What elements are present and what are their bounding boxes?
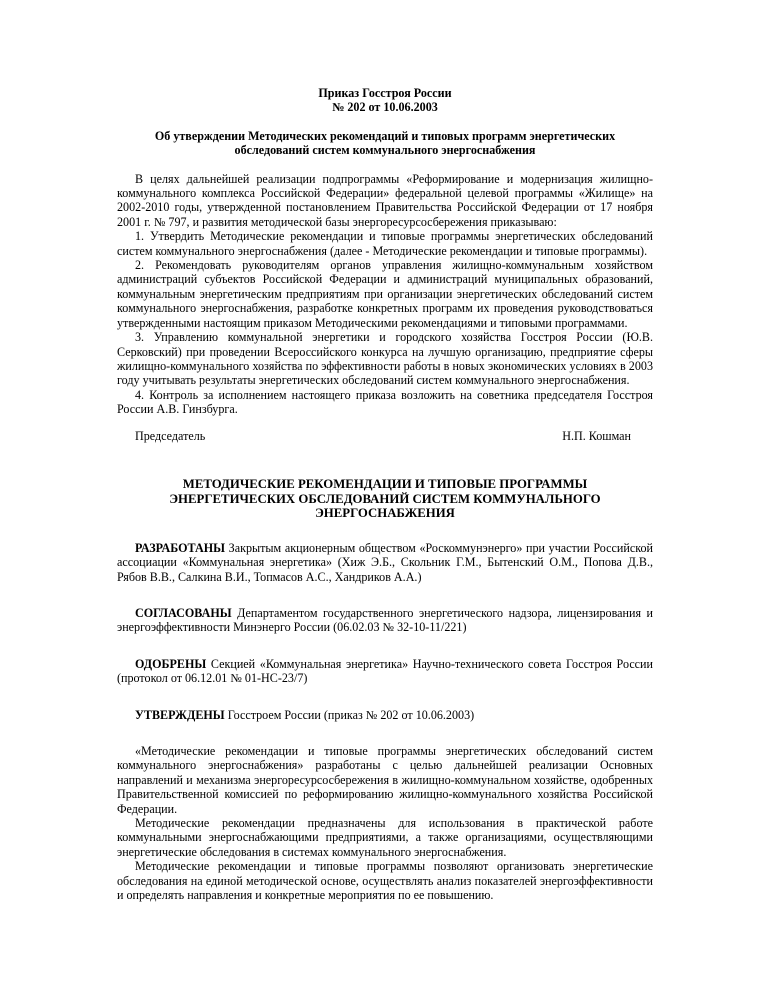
signature-block bbox=[117, 429, 653, 443]
signature-name: Н.П. Кошман bbox=[562, 428, 631, 443]
intro-paragraph-3: Методические рекомендации и типовые программы позволяют организовать энергетические обследования на единой методической основе, осуществлять анализ показателей энергоэффективности и определять направления и конкретные мероприятия по ее повышению. bbox=[117, 859, 653, 903]
agreed-text: Департаментом государственного энергетического надзора, лицензирования и энергоэффективности Минэнерго России (06.02.03 № 32-10-11/221) bbox=[117, 605, 653, 635]
intro-section bbox=[117, 744, 653, 902]
order-paragraph-2: 2. Рекомендовать руководителям органов управления жилищно-коммунальным хозяйством администраций субъектов Российской Федерации и администраций муниципальных образований, коммунальным энергетическим предприятиям при организации энергетических обследований систем коммунального энергоснабжения, разработке конкретных программ их проведения руководствоваться утвержденными настоящим приказом Методическими рекомендациями и типовыми программами. bbox=[117, 258, 653, 330]
order-paragraph-3: 3. Управлению коммунальной энергетики и городского хозяйства Госстроя России (Ю.В. Серковский) при проведении Всероссийского конкурса на лучшую организацию, предприятие сферы жилищно-коммунального хозяйства по эффективности работы в новых экономических условиях в 2003 году учитывать результаты энергетических обследований систем коммунального энергоснабжения. bbox=[117, 330, 653, 388]
order-paragraph-preamble: В целях дальнейшей реализации подпрограммы «Реформирование и модернизация жилищно-коммунального комплекса Российской Федерации» федеральной целевой программы «Жилище» на 2002-2010 годы, утвержденной постановлением Правительства Российской Федерации от 17 ноября 2001 г. № 797, и развития методической базы энергоресурсосбережения приказываю: bbox=[117, 171, 653, 229]
developed-label: РАЗРАБОТАНЫ bbox=[135, 540, 226, 555]
signature-position: Председатель bbox=[135, 428, 206, 443]
approved-section-text: Секцией «Коммунальная энергетика» Научно-технического совета Госстроя России (протокол от 06.12.01 № 01-НС-23/7) bbox=[117, 656, 653, 686]
order-title-line2: обследований систем коммунального энергоснабжения bbox=[234, 143, 536, 158]
order-title bbox=[117, 129, 653, 158]
approved-section-block bbox=[117, 657, 653, 686]
document-page bbox=[117, 86, 653, 902]
ratified-block bbox=[117, 708, 653, 722]
intro-paragraph-2: Методические рекомендации предназначены для использования в практической работе коммунальными энергоснабжающими предприятиями, а также организациями, осуществляющими энергетические обследования в системах коммунального энергоснабжения. bbox=[117, 816, 653, 859]
order-title-line1: Об утверждении Методических рекомендаций и типовых программ энергетических bbox=[154, 128, 616, 143]
order-header bbox=[117, 86, 653, 115]
document-title bbox=[117, 477, 653, 521]
order-header-line1: Приказ Госстроя России bbox=[318, 86, 452, 100]
developed-text: Закрытым акционерным обществом «Роскоммунэнерго» при участии Российской ассоциации «Коммунальная энергетика» (Хиж Э.Б., Скольник Г.М., Бытенский О.М., Попова Д.В., Рябов В.В., Салкина В.И., Топмасов А.С., Хандриков А.А.) bbox=[117, 540, 653, 584]
agreed-block bbox=[117, 606, 653, 635]
approved-section-label: ОДОБРЕНЫ bbox=[135, 656, 207, 671]
order-body bbox=[117, 172, 653, 417]
agreed-label: СОГЛАСОВАНЫ bbox=[135, 605, 232, 620]
intro-paragraph-1: «Методические рекомендации и типовые программы энергетических обследований систем коммунального энергоснабжения» разработаны с целью дальнейшей реализации Основных направлений и механизма энергоресурсосбережения в жилищно-коммунальном хозяйстве, одобренных Правительственной комиссией по реформированию жилищно-коммунального хозяйства Российской Федерации. bbox=[117, 743, 653, 816]
order-header-line2: № 202 от 10.06.2003 bbox=[332, 100, 438, 115]
order-paragraph-4: 4. Контроль за исполнением настоящего приказа возложить на советника председателя Госстроя России А.В. Гинзбурга. bbox=[117, 387, 653, 417]
developed-block bbox=[117, 541, 653, 584]
document-title-line1: МЕТОДИЧЕСКИЕ РЕКОМЕНДАЦИИ И ТИПОВЫЕ ПРОГРАММЫ bbox=[182, 476, 588, 491]
order-paragraph-1: 1. Утвердить Методические рекомендации и типовые программы энергетических обследований систем коммунального энергоснабжения (далее - Методические рекомендации и типовые программы). bbox=[117, 229, 653, 258]
document-title-line2: ЭНЕРГЕТИЧЕСКИХ ОБСЛЕДОВАНИЙ СИСТЕМ КОММУНАЛЬНОГО bbox=[169, 491, 601, 506]
ratified-label: УТВЕРЖДЕНЫ bbox=[135, 707, 225, 722]
ratified-text: Госстроем России (приказ № 202 от 10.06.2003) bbox=[224, 707, 475, 722]
document-title-line3: ЭНЕРГОСНАБЖЕНИЯ bbox=[315, 506, 455, 521]
